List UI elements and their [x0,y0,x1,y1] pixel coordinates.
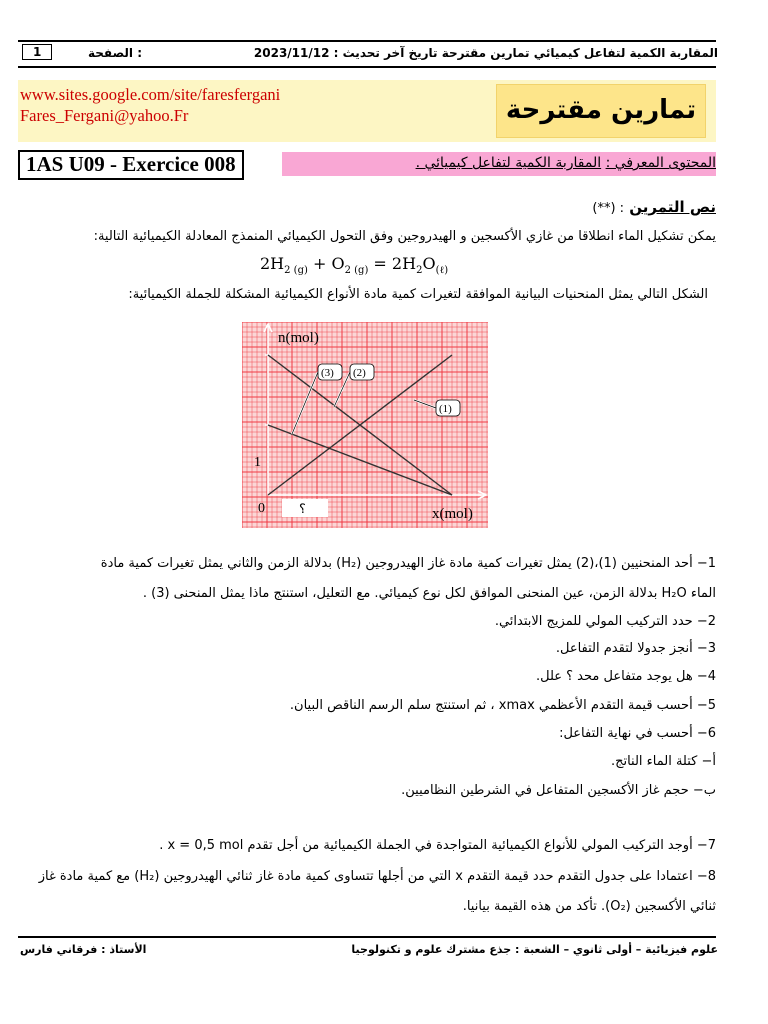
origin-label: 0 [258,501,265,516]
hidden-x-tick-label: ؟ [299,501,306,516]
question-4: 4− هل يوجد متفاعل محد ؟ علل. [535,669,716,684]
contact-block [20,84,280,126]
footer-rule [18,936,716,938]
series-label-3: (3) [321,367,334,379]
question-8: 8− اعتمادا على جدول التقدم حدد قيمة التقدم x التي من أجلها تتساوى كمية مادة غاز ثنائي الهيدروجين (H₂) مع كمية مادة غاز ثنائي الأكسجين (O₂). تأكد من هذه القيمة بيانيا. [38,869,716,914]
statement-heading [592,198,716,216]
question-6a: أ− كتلة الماء الناتج. [610,754,716,769]
banner [18,80,716,142]
email-address[interactable]: Fares_Fergani@yahoo.Fr [20,106,189,125]
question-7: 7− أوجد التركيب المولي للأنواع الكيميائية المتواجدة في الجملة الكيميائية من أجل تقدم x = 0,5 mol . [159,838,716,853]
header-title-line: المقاربة الكمية لتفاعل كيميائي تمارين مقترحة تاريخ آخر تحديث : 2023/11/12 [253,46,718,60]
footer-teacher: الأستاذ : فرقاني فارس [20,943,147,956]
reaction-equation: $2H_{2 (g)} + O_{2 (g)} = 2H_2O_{(\ell)}$ [260,254,449,277]
y-tick-label: 1 [254,455,261,470]
x-axis-label: x(mol) [432,506,473,522]
y-axis-label: n(mol) [278,330,319,346]
question-5: 5− أحسب قيمة التقدم الأعظمي xmax ، ثم استنتج سلم الرسم الناقص البيان. [289,698,716,713]
exercise-label: 1AS U09 - Exercice 008 [18,150,244,180]
graph [242,322,488,528]
header-top-rule [18,40,716,42]
question-6b: ب− حجم غاز الأكسجين المتفاعل في الشرطين النظاميين. [401,783,716,798]
banner-title: تمارين مقترحة [496,84,706,138]
content-tag [416,155,716,171]
question-1-line-2: الماء H₂O بدلالة الزمن، عين المنحنى الموافق لكل نوع كيميائي. مع التعليل، استنتج ماذا يمثل المنحنى (3) . [142,586,716,601]
series-label-1: (1) [439,403,452,415]
question-6: 6− أحسب في نهاية التفاعل: [559,726,716,741]
series-label-2: (2) [353,367,366,379]
question-2: 2− حدد التركيب المولي للمزيج الابتدائي. [494,614,716,629]
header-bottom-rule [18,66,716,68]
question-1 [18,549,716,609]
page-number: 1 [22,44,52,60]
content-value: المقاربة الكمية لتفاعل كيميائي . [415,155,602,171]
footer-subject: علوم فيزيائية – أولى ثانوي – الشعبة : جذع مشترك علوم و تكنولوجيا [351,943,718,956]
site-url[interactable]: www.sites.google.com/site/faresfergani [20,85,281,104]
question-1-line-1: 1− أحد المنحنيين (1)،(2) يمثل تغيرات كمية مادة غاز الهيدروجين (H₂) بدلالة الزمن والثاني يمثل تغيرات كمية مادة [100,556,716,571]
graph-intro: الشكل التالي يمثل المنحنيات البيانية الموافقة لتغيرات كمية مادة الأنواع الكيميائية المشكلة للجملة الكيميائية: [128,287,708,302]
heading-text: نص التمرين [629,198,716,216]
question-3: 3− أنجز جدولا لتقدم التفاعل. [555,641,716,656]
content-prefix: المحتوى المعرفي : [605,155,716,171]
difficulty: : (**) [592,201,625,216]
intro-text: يمكن تشكيل الماء انطلاقا من غازي الأكسجين و الهيدروجين وفق التحول الكيميائي المنمذج المعادلة الكيميائية التالية: [93,229,716,244]
page-label: الصفحة : [88,46,142,60]
page-number-box [18,44,142,62]
